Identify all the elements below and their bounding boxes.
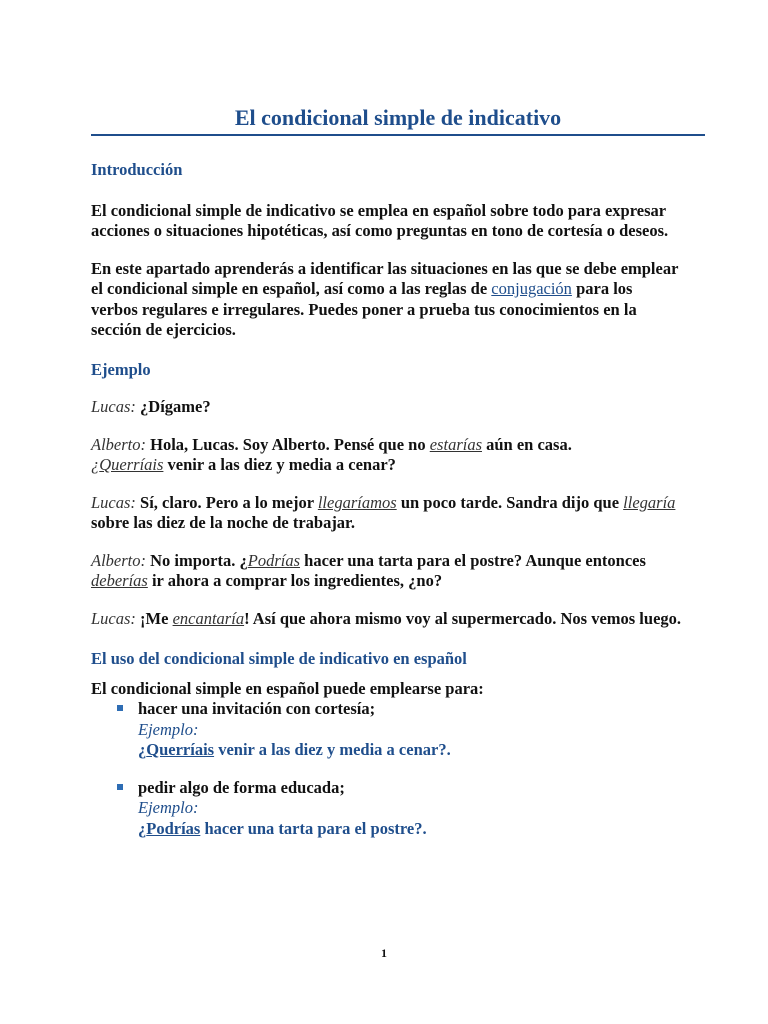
question-mark: ¿: [138, 818, 147, 838]
dialogue-line-1: [91, 397, 681, 418]
page-number: 1: [381, 946, 387, 960]
list-item-text: hacer una invitación con cortesía;: [138, 699, 376, 718]
verb-link-querriais[interactable]: Querríais: [146, 740, 215, 759]
intro-p2-before: En este apartado aprenderás a identificar las situaciones en las que se debe emplear el condicional simple en español, así como a las reglas de: [91, 258, 679, 298]
dialogue-text: ! Así que ahora mismo voy al supermercado. Nos vemos luego.: [244, 608, 682, 628]
verb-link-encantaria[interactable]: encantaría: [172, 608, 245, 628]
uso-lead: El condicional simple en español puede emplearse para:: [91, 678, 484, 698]
example-sentence: [138, 740, 681, 761]
example-label: Ejemplo:: [138, 719, 199, 739]
list-item: [91, 699, 681, 761]
intro-p2-after: para los verbos regulares e irregulares. Puedes poner a prueba tus conocimientos en la sección de ejercicios.: [91, 279, 637, 339]
example-sentence: [138, 819, 681, 840]
list-item: [91, 778, 681, 840]
dialogue-text: ¿Dígame?: [135, 397, 211, 416]
uso-list: [91, 699, 681, 839]
dialogue-line-5: [91, 609, 681, 630]
question-mark: ¿: [91, 455, 100, 474]
dialogue-line-4: [91, 551, 681, 592]
dialogue-text: Sí, claro. Pero a lo mejor: [135, 492, 318, 512]
verb-link-podrias[interactable]: Podrías: [146, 818, 201, 838]
verb-link-llegariamos[interactable]: llegaríamos: [317, 492, 397, 512]
speaker-lucas: Lucas:: [91, 397, 136, 416]
title-block: [91, 104, 705, 136]
intro-paragraph-1: El condicional simple de indicativo se emplea en español sobre todo para expresar acciones o situaciones hipotéticas, así como preguntas en tono de cortesía o deseos.: [91, 200, 669, 240]
dialogue-text: aún en casa.: [482, 434, 572, 454]
intro-paragraph-2: [91, 259, 681, 341]
square-bullet-icon: [117, 705, 123, 711]
intro-heading: Introducción: [91, 160, 183, 179]
page-title: El condicional simple de indicativo: [91, 104, 705, 136]
example-rest: hacer una tarta para el postre?.: [200, 818, 427, 838]
dialogue-text: un poco tarde. Sandra dijo que: [396, 492, 624, 512]
speaker-lucas: Lucas:: [91, 608, 136, 628]
list-item-text: pedir algo de forma educada;: [138, 777, 345, 797]
square-bullet-icon: [117, 784, 123, 790]
verb-link-deberias[interactable]: deberías: [91, 571, 148, 590]
example-label: Ejemplo:: [138, 798, 199, 817]
example-rest: venir a las diez y media a cenar?.: [214, 740, 451, 759]
uso-heading: El uso del condicional simple de indicativo en español: [91, 649, 467, 668]
speaker-lucas: Lucas:: [91, 492, 136, 512]
dialogue-text: venir a las diez y media a cenar?: [163, 455, 396, 474]
dialogue-text: No importa. ¿: [146, 550, 248, 570]
verb-link-podrias[interactable]: Podrías: [247, 550, 301, 570]
dialogue-text: Hola, Lucas. Soy Alberto. Pensé que no: [146, 434, 430, 454]
verb-link-estarias[interactable]: estarías: [429, 434, 482, 454]
speaker-alberto: Alberto:: [91, 550, 146, 570]
dialogue-line-3: [91, 493, 681, 534]
question-mark: ¿: [138, 740, 147, 759]
verb-link-querriais[interactable]: Querríais: [99, 455, 164, 474]
conjugacion-link[interactable]: conjugación: [491, 279, 572, 298]
example-heading: Ejemplo: [91, 359, 151, 379]
speaker-alberto: Alberto:: [91, 434, 146, 454]
dialogue-text: hacer una tarta para el postre? Aunque entonces: [300, 550, 646, 570]
dialogue-text: sobre las diez de la noche de trabajar.: [91, 513, 355, 532]
document-body: [91, 160, 681, 839]
dialogue-text: ir ahora a comprar los ingredientes, ¿no?: [147, 571, 443, 590]
verb-link-llegaria[interactable]: llegaría: [623, 492, 676, 512]
dialogue-line-2: [91, 435, 681, 476]
dialogue-text: ¡Me: [135, 608, 173, 628]
